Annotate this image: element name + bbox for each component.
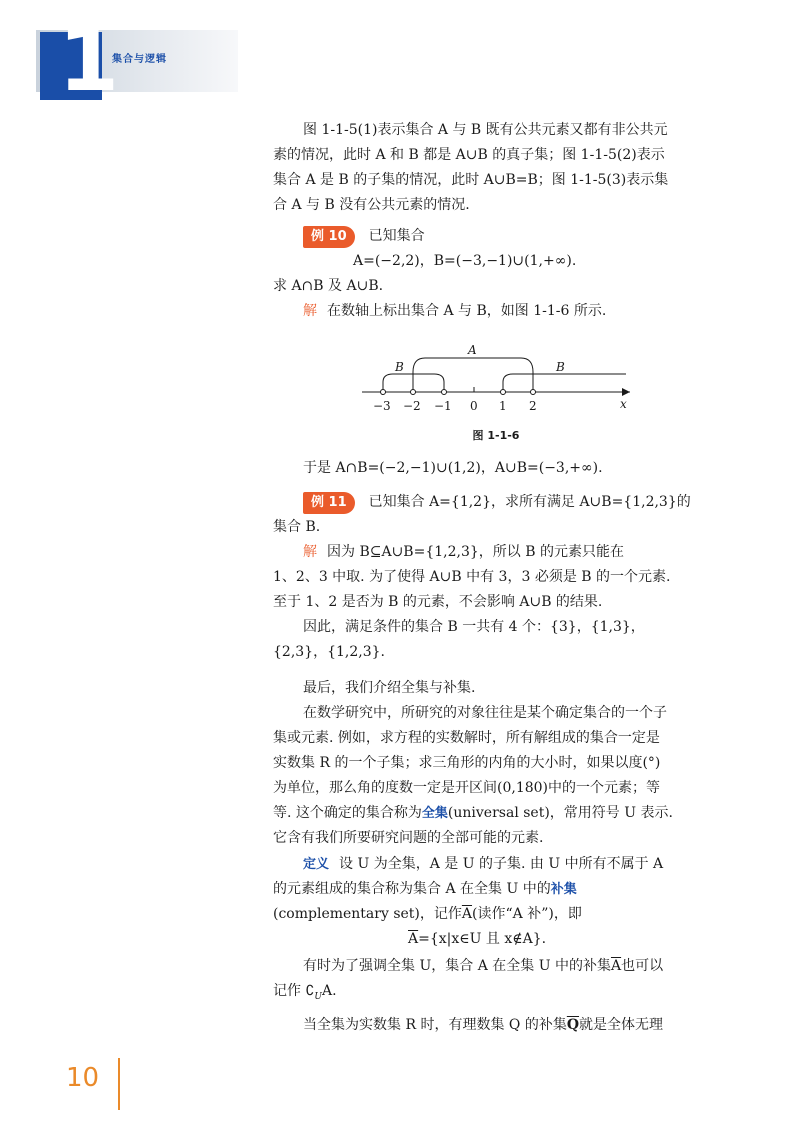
definition-formula: ={x|x∈U 且 x∉A}. [418,931,547,947]
tick-label: 1 [499,399,507,413]
open-point [381,390,386,395]
text-line: 至于 1、2 是否为 B 的元素，不会影响 A∪B 的结果. [273,594,603,610]
text-fragment: A. [321,983,337,999]
chapter-title: 集合与逻辑 [112,54,167,65]
paragraph-complement-notation [273,954,719,1004]
solution-label: 解 [303,303,317,319]
example-10 [273,224,719,324]
complement-symbol: $\overline{Q}$ [566,1017,580,1033]
subscript: U [314,991,322,1002]
text-fragment: 设 U 为全集，A 是 U 的子集. 由 U 中所有不属于 A [339,856,664,872]
text-fragment: (complementary set)，记作 [273,906,462,922]
text-line: 实数集 R 的一个子集；求三角形的内角的大小时，如果以度(°) [273,755,661,771]
text-line: 合 A 与 B 没有公共元素的情况. [273,197,470,213]
text-line: 于是 A∩B=(−2,−1)∪(1,2)，A∪B=(−3,+∞). [303,460,603,476]
label-set-A: A [468,343,477,357]
open-point [442,390,447,395]
set-B-right-ray [503,374,626,392]
complement-symbol: $\overline{A}$ [610,958,622,974]
axis-arrow [622,388,630,396]
definition-label: 定义 [303,857,330,872]
example-question: 求 A∩B 及 A∪B. [273,278,384,294]
tick-label: −2 [403,399,421,413]
paragraph-intro [273,676,719,701]
text-line: 集合 A 是 B 的子集的情况，此时 A∪B=B；图 1-1-5(3)表示集 [273,172,669,188]
page-number: 10 [66,1063,100,1093]
text-fragment: (universal set)，常用符号 U 表示. [447,805,673,821]
example-stem: 已知集合 [368,228,425,244]
tick-label: 2 [529,399,537,413]
complement-symbol: $\overline{A}$ [408,931,419,947]
axis-variable: x [620,397,627,411]
text-line: 最后，我们介绍全集与补集. [303,680,476,696]
example-badge: 例 10 [303,226,355,248]
set-A-bracket [413,358,533,392]
text-fragment: 等. 这个确定的集合称为 [273,805,422,821]
tick-label: −3 [373,399,391,413]
text-line: 素的情况，此时 A 和 B 都是 A∪B 的真子集；图 1-1-5(2)表示 [273,147,665,163]
text-fragment: 当全集为实数集 R 时，有理数集 Q 的补集 [303,1017,567,1033]
solution-label: 解 [303,544,317,560]
term-complement: 补集 [550,882,577,897]
paragraph-universal-set [273,701,719,851]
text-line: 因此，满足条件的集合 B 一共有 4 个：{3}，{1,3}， [303,619,645,635]
text-fragment: 有时为了强调全集 U，集合 A 在全集 U 中的补集 [303,958,611,974]
example-formula: A=(−2,2)，B=(−3,−1)∪(1,+∞). [353,253,577,269]
set-B-left-bracket [383,374,444,392]
text-fragment: 也可以 [621,958,664,974]
text-fragment: (读作“A 补”)，即 [472,906,582,922]
example-11 [273,490,719,665]
page-number-divider [118,1058,120,1110]
text-fragment: 的元素组成的集合称为集合 A 在全集 U 中的 [273,881,551,897]
text-line: 集合 B. [273,519,321,535]
solution-text: 因为 B⊆A∪B={1,2,3}，所以 B 的元素只能在 [327,544,624,560]
label-set-B-left: B [395,360,404,374]
term-universal-set: 全集 [421,806,448,821]
text-fragment: 记作 ∁ [273,983,315,999]
example-badge: 例 11 [303,492,355,514]
paragraph-irrational [273,1013,719,1038]
text-line: 1、2、3 中取. 为了使得 A∪B 中有 3，3 必须是 B 的一个元素. [273,569,671,585]
text-line: 它含有我们所要研究问题的全部可能的元素. [273,830,544,846]
text-line: 集或元素. 例如，求方程的实数解时，所有解组成的集合一定是 [273,730,660,746]
open-point [411,390,416,395]
chapter-number: 1 [58,8,120,111]
figure-caption: 图 1-1-6 [472,429,520,442]
tick-label: −1 [434,399,452,413]
tick-label: 0 [470,399,478,413]
text-line: 图 1-1-5(1)表示集合 A 与 B 既有公共元素又都有非公共元 [303,122,668,138]
result-line [273,456,719,481]
definition-complement [273,852,719,952]
text-line: 在数学研究中，所研究的对象往往是某个确定集合的一个子 [303,705,667,721]
solution-text: 在数轴上标出集合 A 与 B，如图 1-1-6 所示. [327,303,607,319]
paragraph-union-cases [273,118,719,218]
text-line: {2,3}，{1,2,3}. [273,644,385,660]
open-point [501,390,506,395]
complement-symbol: $\overline{A}$ [461,906,473,922]
open-point [531,390,536,395]
text-fragment: 就是全体无理 [579,1017,664,1033]
example-stem: 已知集合 A={1,2}，求所有满足 A∪B={1,2,3}的 [368,494,691,510]
text-line: 为单位，那么角的度数一定是开区间(0,180)中的一个元素；等 [273,780,661,796]
label-set-B-right: B [556,360,565,374]
